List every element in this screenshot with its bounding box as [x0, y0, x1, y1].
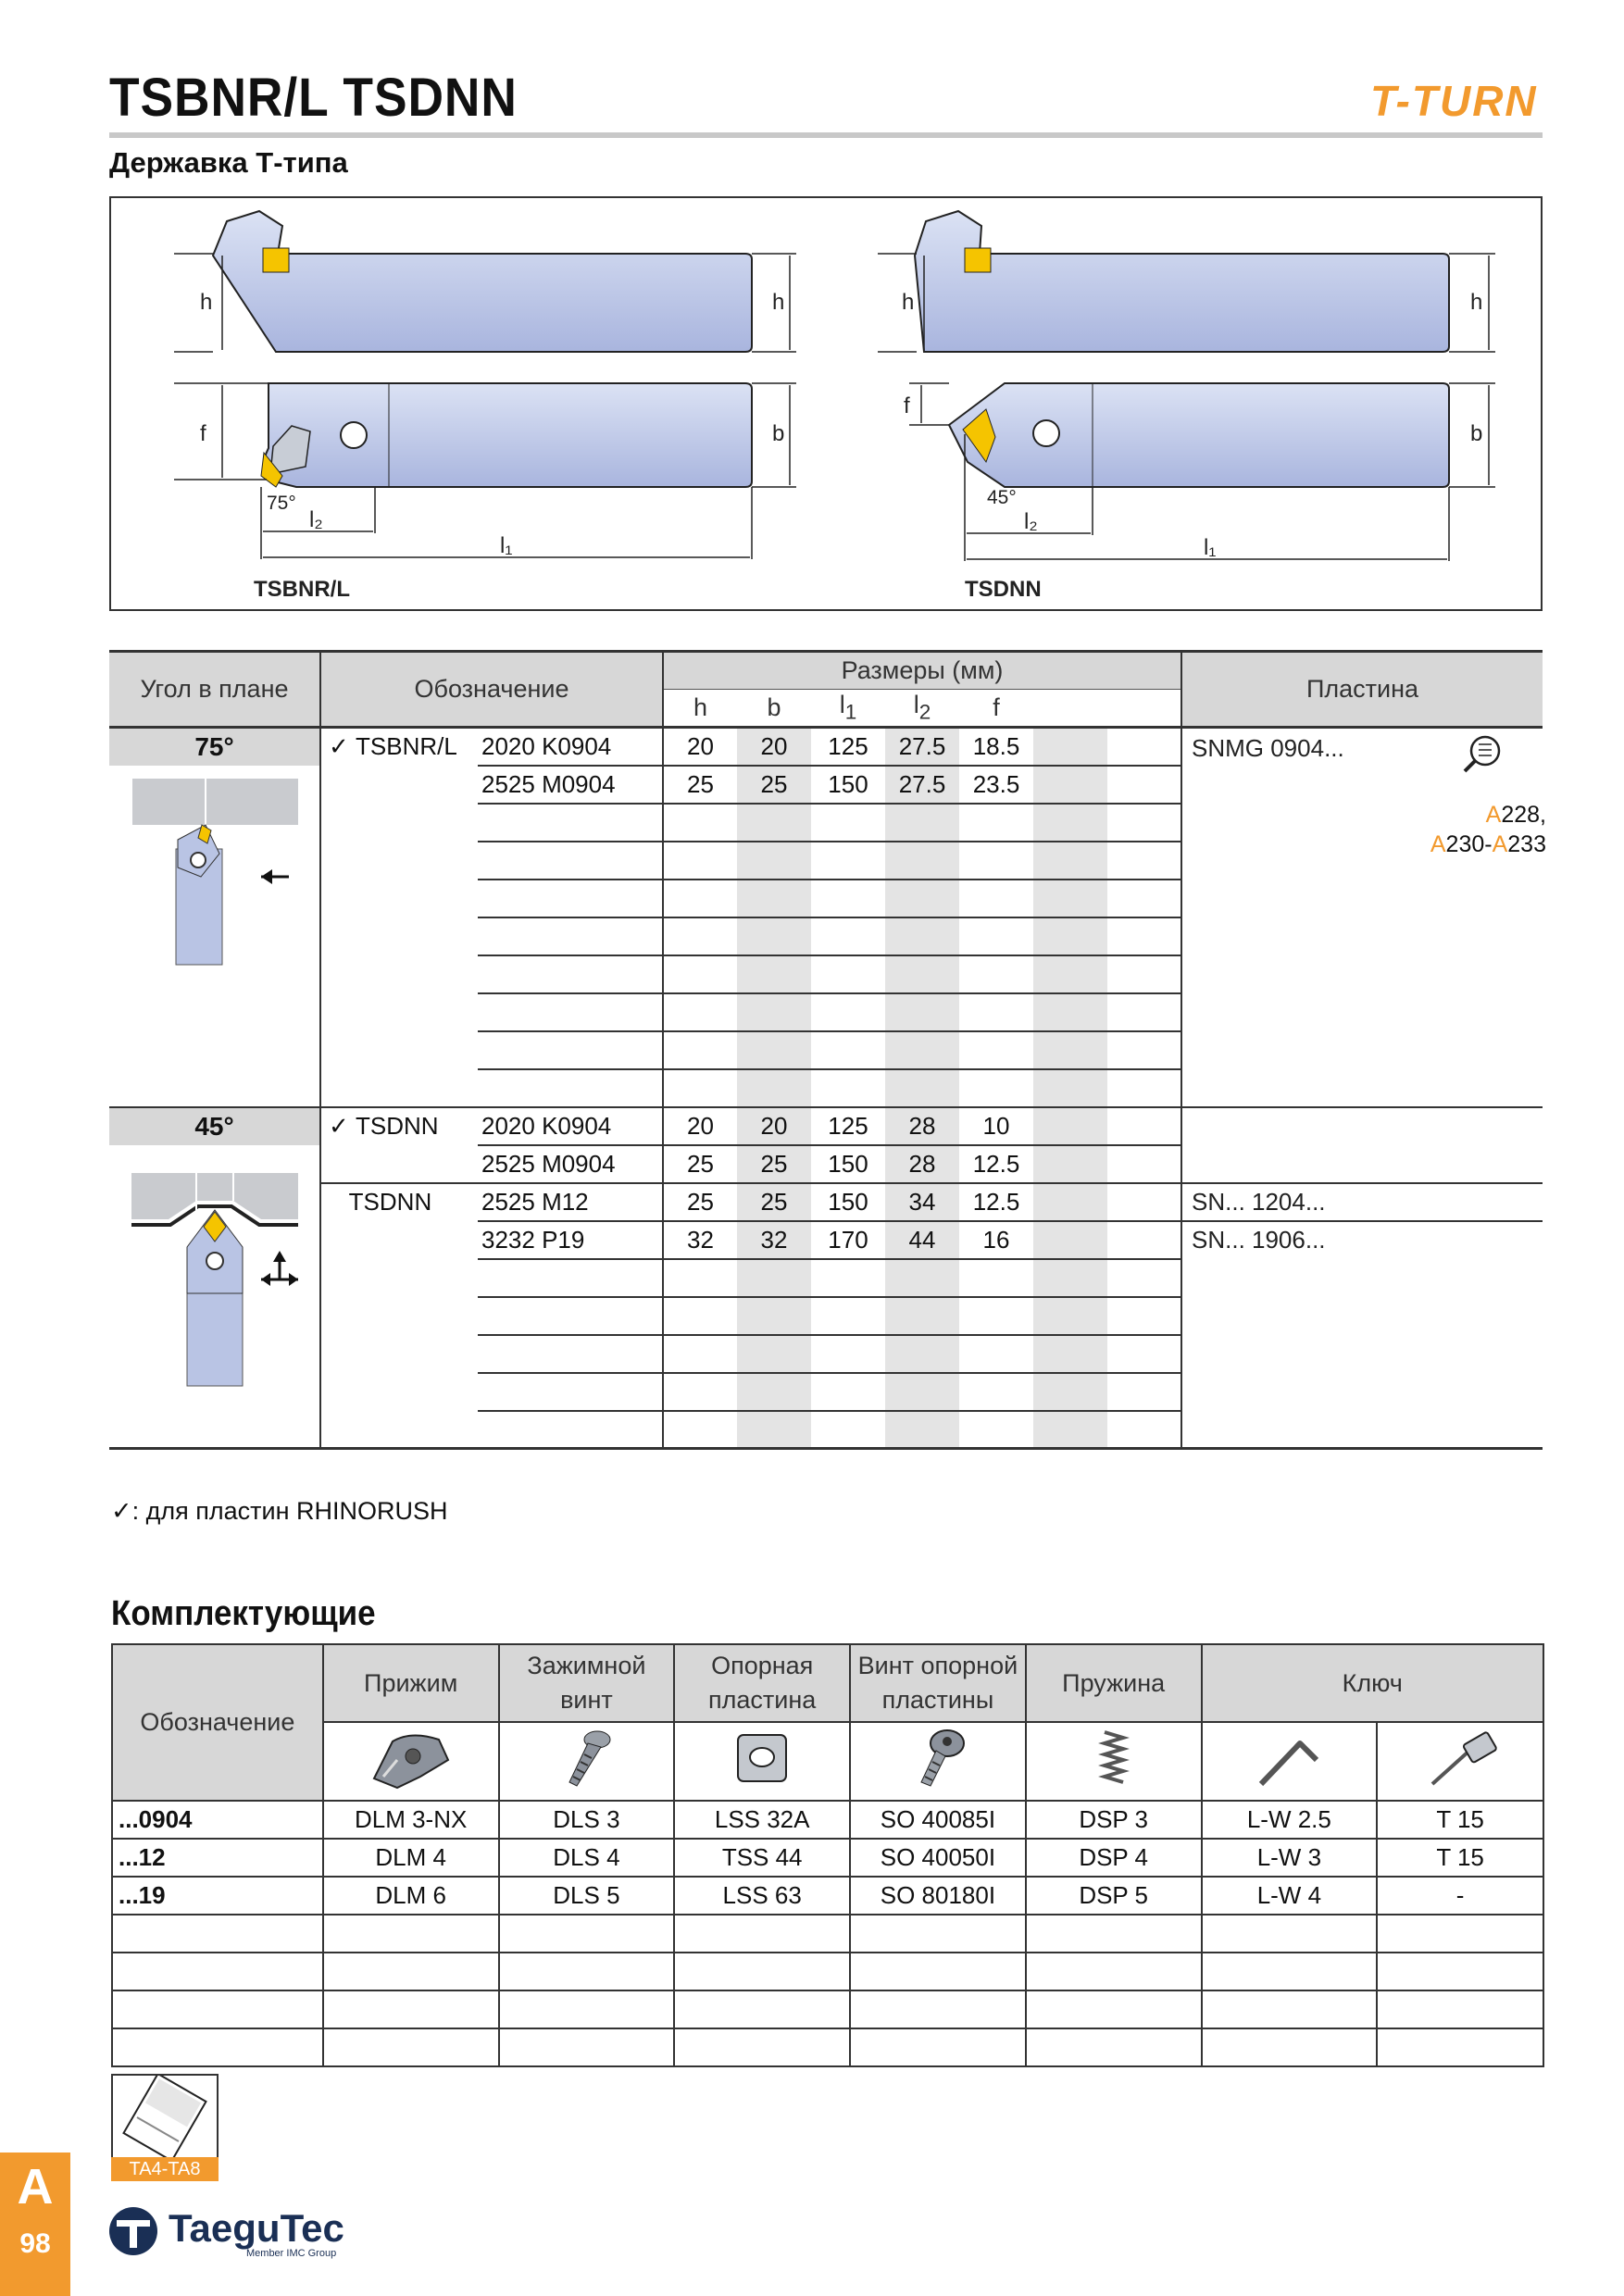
acc-code: ...12: [112, 1839, 323, 1877]
val-l2: 28: [885, 1145, 959, 1183]
acc-row-empty: [112, 2028, 1543, 2066]
rhinorush-check: ✓: [329, 1112, 349, 1140]
val-l1: 125: [811, 728, 885, 766]
val-b: 25: [737, 1145, 811, 1183]
title-divider: [109, 132, 1543, 138]
angle-75: 75°: [267, 493, 296, 514]
val-h: 32: [663, 1221, 737, 1259]
dim-col-h: h: [663, 690, 737, 728]
dim-h-left2: h: [772, 290, 785, 315]
catalog-ref-text: A228, A230-A233: [1430, 801, 1546, 857]
shim-icon: [674, 1722, 850, 1801]
acc-row: [112, 1877, 1543, 1915]
insert-cell: [1181, 1107, 1543, 1183]
section-letter: A: [17, 2159, 54, 2215]
designation-code: 3232 P19: [478, 1221, 663, 1259]
acc-key1: L-W 3: [1202, 1839, 1378, 1877]
val-f: 23.5: [959, 766, 1033, 804]
acc-shim-screw: SO 80180I: [850, 1877, 1026, 1915]
series-name: TSDNN: [356, 1112, 439, 1140]
designation-code: 2020 K0904: [478, 1107, 663, 1145]
val-l1: 150: [811, 1145, 885, 1183]
designation-code: 2525 M0904: [478, 1145, 663, 1183]
acc-clamp: DLM 4: [323, 1839, 499, 1877]
spring-icon: [1026, 1722, 1202, 1801]
val-h: 20: [663, 728, 737, 766]
angle-45: 45°: [987, 487, 1017, 508]
acc-col-designation: Обозначение: [112, 1644, 323, 1801]
table-row: [109, 1107, 1543, 1145]
clamp-screw-icon: [499, 1722, 675, 1801]
series-name: TSBNR/L: [356, 732, 457, 761]
acc-row: [112, 1801, 1543, 1839]
taegutec-logo-text: TaeguTec: [169, 2206, 344, 2250]
val-l2: 27.5: [885, 766, 959, 804]
acc-key1: L-W 2.5: [1202, 1801, 1378, 1839]
acc-shim: LSS 32A: [674, 1801, 850, 1839]
acc-row-empty: [112, 1953, 1543, 1990]
acc-screw: DLS 5: [499, 1877, 675, 1915]
table-row: [109, 728, 1543, 766]
taegutec-logo-sub: Member IMC Group: [246, 2248, 337, 2259]
designation-code: 2020 K0904: [478, 728, 663, 766]
acc-col-shim-screw: Винт опорной пластины: [850, 1644, 1026, 1722]
col-insert: Пластина: [1181, 652, 1543, 728]
catalog-ref: [1181, 801, 1546, 1107]
dim-l2-right: l₂: [1024, 509, 1038, 534]
catalog-ref-icon: [1461, 734, 1505, 775]
shim-screw-icon: [850, 1722, 1026, 1801]
table-row-empty: [109, 1373, 1543, 1411]
val-f: 10: [959, 1107, 1033, 1145]
val-l1: 150: [811, 1183, 885, 1221]
angle-cell-75: 75°: [109, 728, 320, 766]
angle-cell-45: 45°: [109, 1107, 320, 1145]
table-row: [109, 1183, 1543, 1221]
tsbnr-top-view: [174, 383, 796, 602]
acc-header-row: [112, 1644, 1543, 1722]
holder-dimensions-table: [109, 650, 1546, 1450]
designation-name: [320, 1183, 478, 1221]
torx-key-icon: [1377, 1722, 1543, 1801]
dim-b-right: b: [1470, 421, 1483, 446]
acc-shim-screw: SO 40085I: [850, 1801, 1026, 1839]
table-row-empty: [109, 1335, 1543, 1373]
dim-col-l2: $l_2$: [885, 690, 959, 728]
dim-h-right2: h: [1470, 290, 1483, 315]
machining-45-icon: [122, 1145, 307, 1395]
dim-col-empty2: [1107, 690, 1181, 728]
val-l1: 150: [811, 766, 885, 804]
drawing-svg: [111, 198, 1544, 613]
taegutec-logo-icon: [106, 2203, 165, 2259]
acc-row-empty: [112, 1990, 1543, 2028]
col-dimensions: Размеры (мм): [663, 652, 1181, 690]
illustration-75: [109, 766, 320, 1107]
illustration-45: [109, 1145, 320, 1449]
table-row: [109, 1221, 1543, 1259]
accessories-table: [111, 1643, 1544, 2067]
val-h: 20: [663, 1107, 737, 1145]
acc-screw: DLS 3: [499, 1801, 675, 1839]
dim-col-empty: [1033, 690, 1107, 728]
val-l1: 170: [811, 1221, 885, 1259]
clamp-icon: [323, 1722, 499, 1801]
dim-f-right: f: [904, 393, 910, 418]
val-f: 12.5: [959, 1183, 1033, 1221]
acc-col-clamp: Прижим: [323, 1644, 499, 1722]
insert-cell: [1181, 728, 1543, 804]
acc-spring: DSP 5: [1026, 1877, 1202, 1915]
dim-col-l1: $l_1$: [811, 690, 885, 728]
val-b: 32: [737, 1221, 811, 1259]
dim-h-left: h: [200, 290, 213, 315]
acc-spring: DSP 4: [1026, 1839, 1202, 1877]
technical-guide-ref: TA4-TA8: [111, 2157, 219, 2181]
tsdnn-top-view: [904, 383, 1495, 602]
acc-key2: -: [1377, 1877, 1543, 1915]
designation-code: 2525 M12: [478, 1183, 663, 1221]
table-row-empty: [109, 1297, 1543, 1335]
acc-row: [112, 1839, 1543, 1877]
accessories-title: Комплектующие: [111, 1594, 376, 1633]
acc-col-shim: Опорная пластина: [674, 1644, 850, 1722]
acc-key1: L-W 4: [1202, 1877, 1378, 1915]
table-row-empty: [109, 1259, 1543, 1297]
acc-row-empty: [112, 1915, 1543, 1953]
acc-spring: DSP 3: [1026, 1801, 1202, 1839]
designation-name: [320, 1107, 478, 1145]
acc-col-clamp-screw: Зажимной винт: [499, 1644, 675, 1722]
dim-col-b: b: [737, 690, 811, 728]
brand-text: T-TURN: [1370, 77, 1538, 125]
caption-tsdnn: TSDNN: [965, 577, 1042, 602]
acc-screw: DLS 4: [499, 1839, 675, 1877]
insert-code: SNMG 0904...: [1192, 734, 1344, 762]
val-h: 25: [663, 766, 737, 804]
val-h: 25: [663, 1183, 737, 1221]
acc-clamp: DLM 6: [323, 1877, 499, 1915]
table-row-empty: [109, 1411, 1543, 1449]
brand-logo: [1370, 76, 1538, 126]
val-l2: 44: [885, 1221, 959, 1259]
acc-shim: TSS 44: [674, 1839, 850, 1877]
acc-key2: T 15: [1377, 1839, 1543, 1877]
tsbnr-side-view: [174, 211, 796, 352]
acc-key2: T 15: [1377, 1801, 1543, 1839]
section-tab: [0, 2152, 70, 2296]
table-row-empty: [109, 804, 1543, 842]
dim-b-left: b: [772, 421, 785, 446]
designation-code: 2525 M0904: [478, 766, 663, 804]
designation-name: [320, 728, 478, 766]
val-l1: 125: [811, 1107, 885, 1145]
acc-col-spring: Пружина: [1026, 1644, 1202, 1722]
val-b: 20: [737, 728, 811, 766]
val-f: 16: [959, 1221, 1033, 1259]
dim-col-f: f: [959, 690, 1033, 728]
page-number: 98: [19, 2228, 51, 2259]
dim-h-right: h: [902, 290, 915, 315]
rhinorush-check: ✓: [329, 732, 349, 761]
val-b: 25: [737, 1183, 811, 1221]
val-b: 20: [737, 1107, 811, 1145]
machining-75-icon: [122, 766, 307, 969]
rhinorush-note: ✓: для пластин RHINORUSH: [111, 1497, 448, 1525]
val-h: 25: [663, 1145, 737, 1183]
col-designation: Обозначение: [320, 652, 663, 728]
page-subtitle: Державка Т-типа: [109, 146, 348, 179]
acc-col-key: Ключ: [1202, 1644, 1543, 1722]
tsdnn-side-view: [878, 211, 1495, 352]
col-angle: Угол в плане: [109, 652, 320, 728]
acc-code: ...19: [112, 1877, 323, 1915]
insert-code: SN... 1906...: [1192, 1226, 1326, 1254]
val-l2: 28: [885, 1107, 959, 1145]
dim-l1-right: l₁: [1204, 535, 1217, 560]
val-l2: 27.5: [885, 728, 959, 766]
acc-clamp: DLM 3-NX: [323, 1801, 499, 1839]
page-title: TSBNR/L TSDNN: [109, 68, 518, 128]
val-l2: 34: [885, 1183, 959, 1221]
acc-code: ...0904: [112, 1801, 323, 1839]
acc-shim-screw: SO 40050I: [850, 1839, 1026, 1877]
series-name: TSDNN: [348, 1188, 432, 1216]
dim-f-left: f: [200, 421, 206, 446]
acc-icon-row: [112, 1722, 1543, 1801]
val-f: 12.5: [959, 1145, 1033, 1183]
val-b: 25: [737, 766, 811, 804]
technical-drawing: [109, 196, 1543, 611]
acc-shim: LSS 63: [674, 1877, 850, 1915]
hex-key-icon: [1202, 1722, 1378, 1801]
insert-code: SN... 1204...: [1181, 1183, 1543, 1221]
val-f: 18.5: [959, 728, 1033, 766]
table-header-row-1: [109, 652, 1543, 690]
dim-l2-left: l₂: [309, 507, 323, 532]
dim-l1-left: l₁: [500, 533, 513, 558]
caption-tsbnr: TSBNR/L: [254, 577, 350, 602]
